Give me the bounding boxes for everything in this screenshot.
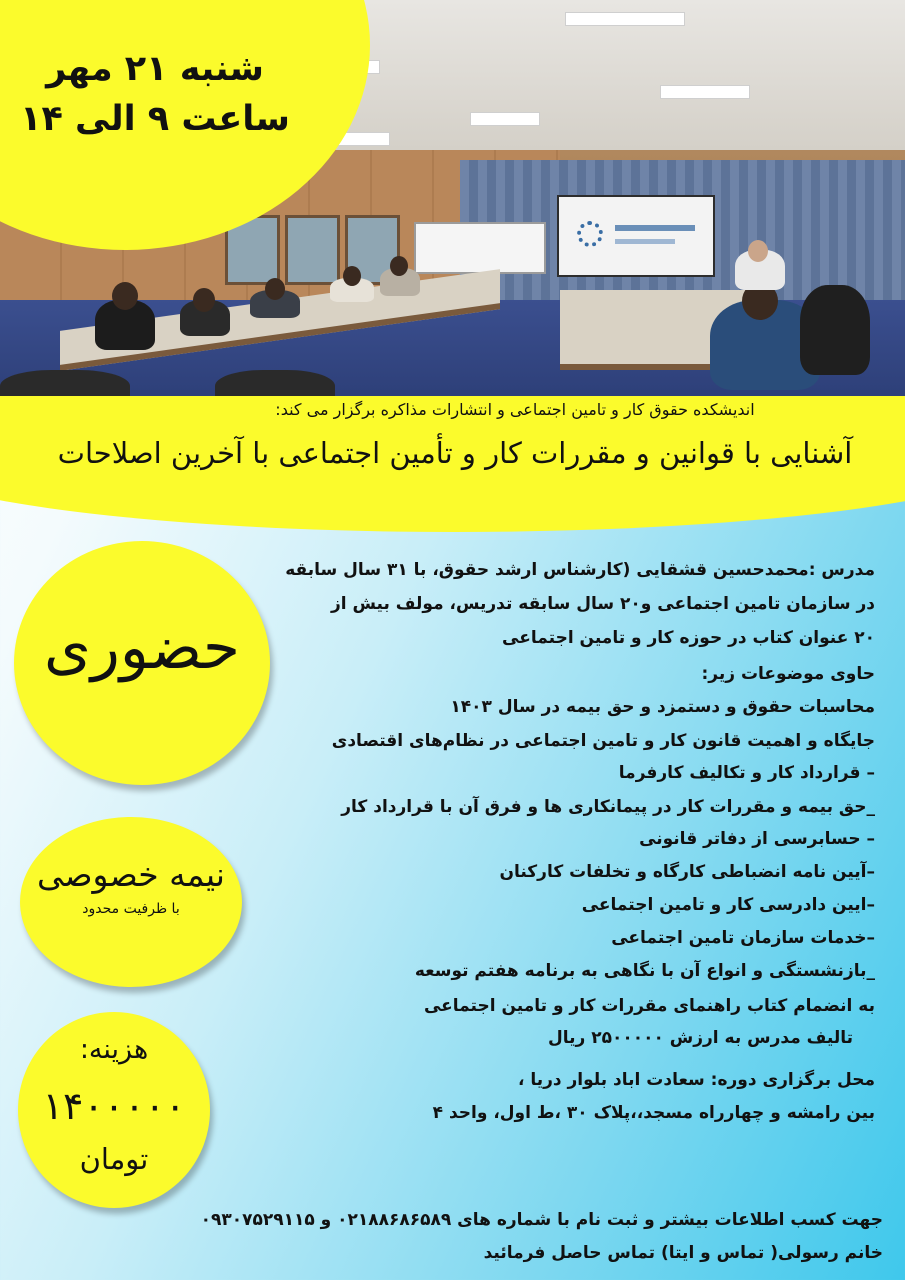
attendee-head xyxy=(343,266,361,286)
screen-text-bar xyxy=(615,239,675,244)
ceiling-light xyxy=(660,85,750,99)
topic-item: محاسبات حقوق و دستمزد و حق بیمه در سال ۱۴۰۳ xyxy=(450,697,875,717)
attendee-head xyxy=(193,288,215,312)
date-time: ساعت ۹ الی ۱۴ xyxy=(20,99,290,139)
screen-text-bar xyxy=(615,225,695,231)
ceiling-light xyxy=(470,112,540,126)
topic-item: – حسابرسی از دفاتر قانونی xyxy=(639,829,875,849)
in-person-badge xyxy=(14,541,270,785)
instructor-line: ۲۰ عنوان کتاب در حوزه کار و تامین اجتماعی xyxy=(502,628,875,648)
date-day: شنبه ۲۱ مهر xyxy=(46,49,264,89)
topic-item: –آیین نامه انضباطی کارگاه و تخلفات کارکنان xyxy=(499,862,875,882)
cost-badge xyxy=(18,1012,210,1208)
book-line: به انضمام کتاب راهنمای مقررات کار و تامین اجتماعی xyxy=(423,996,875,1016)
contact-line: جهت کسب اطلاعات بیشتر و ثبت نام با شماره های ۰۲۱۸۸۶۸۶۵۸۹ و ۰۹۳۰۷۵۲۹۱۱۵ xyxy=(200,1210,883,1230)
in-person-label: حضوری xyxy=(43,613,241,683)
contact-line: خانم رسولی( تماس و ایتا) تماس حاصل فرمائید xyxy=(483,1243,883,1263)
organizer-text: اندیشکده حقوق کار و تامین اجتماعی و انتشارات مذاکره برگزار می کند: xyxy=(275,400,755,419)
topic-item: –خدمات سازمان تامین اجتماعی xyxy=(611,928,875,948)
topic-item: – قرارداد کار و تکالیف کارفرما xyxy=(618,763,875,783)
event-date xyxy=(20,44,290,144)
venue-line: محل برگزاری دوره: سعادت اباد بلوار دریا ، xyxy=(517,1070,875,1090)
topics-heading: حاوی موضوعات زیر: xyxy=(701,664,875,684)
venue-line: بین رامشه و چهارراه مسجد،،پلاک ۳۰ ،ط اول، واحد ۴ xyxy=(432,1103,875,1123)
semi-private-badge xyxy=(20,817,242,987)
course-title: آشنایی با قوانین و مقررات کار و تأمین اجتماعی با آخرین اصلاحات xyxy=(57,436,853,470)
attendee-head xyxy=(112,282,138,310)
instructor-line: در سازمان تامین اجتماعی و۲۰ سال سابقه تدریس، مولف بیش از xyxy=(330,594,875,614)
whiteboard xyxy=(414,222,546,274)
cost-value: ۱۴۰۰۰۰۰ xyxy=(42,1084,186,1128)
topic-item: _حق بیمه و مقررات کار در پیمانکاری ها و فرق آن با قرارداد کار xyxy=(341,797,875,817)
attendee-head xyxy=(390,256,408,276)
logo-icon xyxy=(577,221,603,247)
presenter-head xyxy=(748,240,768,262)
book-line: تالیف مدرس به ارزش ۲۵۰۰۰۰۰ ریال xyxy=(547,1028,853,1048)
cost-unit: تومان xyxy=(79,1142,149,1176)
ceiling-light xyxy=(565,12,685,26)
attendee xyxy=(800,285,870,375)
capacity-label: با ظرفیت محدود xyxy=(82,901,180,917)
instructor-line: مدرس :محمدحسین قشقایی (کارشناس ارشد حقوق، با ۳۱ سال سابقه xyxy=(285,560,875,580)
attendee-head xyxy=(265,278,285,300)
topic-item: –ایین دادرسی کار و تامین اجتماعی xyxy=(581,895,875,915)
topic-item: _بازنشستگی و انواع آن با نگاهی به برنامه هفتم توسعه xyxy=(414,961,875,981)
semi-private-label: نیمه خصوصی xyxy=(37,855,225,894)
cost-label: هزینه: xyxy=(79,1034,149,1065)
projector-screen xyxy=(557,195,715,277)
topic-item: جایگاه و اهمیت قانون کار و تامین اجتماعی در نظام‌های اقتصادی xyxy=(331,731,875,751)
window xyxy=(285,215,340,285)
